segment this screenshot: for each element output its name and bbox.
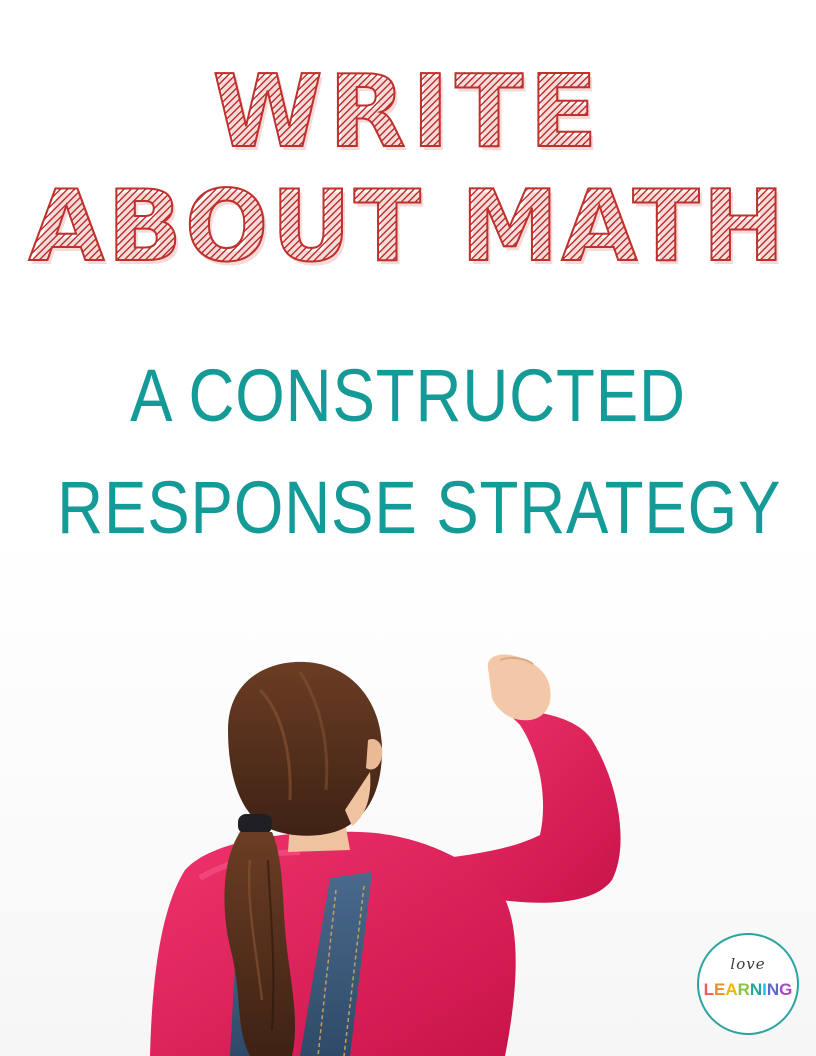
raised-hand bbox=[488, 655, 551, 721]
title-line-write: WRITE bbox=[0, 62, 816, 162]
love-learning-logo bbox=[697, 933, 799, 1035]
logo-letter: R bbox=[737, 980, 750, 999]
logo-letter: G bbox=[779, 980, 793, 999]
title-line-about-math: ABOUT MATH bbox=[0, 178, 816, 276]
subtitle-line-constructed: A CONSTRUCTED bbox=[130, 354, 686, 437]
hair-tie bbox=[238, 814, 272, 834]
logo-word-love: love bbox=[730, 955, 766, 973]
logo-letter: E bbox=[713, 980, 726, 999]
logo-letter: I bbox=[762, 980, 767, 999]
logo-word-learning bbox=[699, 981, 797, 998]
subtitle-line-response-strategy: RESPONSE STRATEGY bbox=[57, 466, 782, 549]
logo-letter: A bbox=[725, 980, 738, 999]
logo-letter: N bbox=[749, 980, 763, 999]
student-writing-photo bbox=[0, 560, 816, 1056]
logo-letter: L bbox=[703, 980, 714, 999]
logo-letter: N bbox=[766, 980, 780, 999]
